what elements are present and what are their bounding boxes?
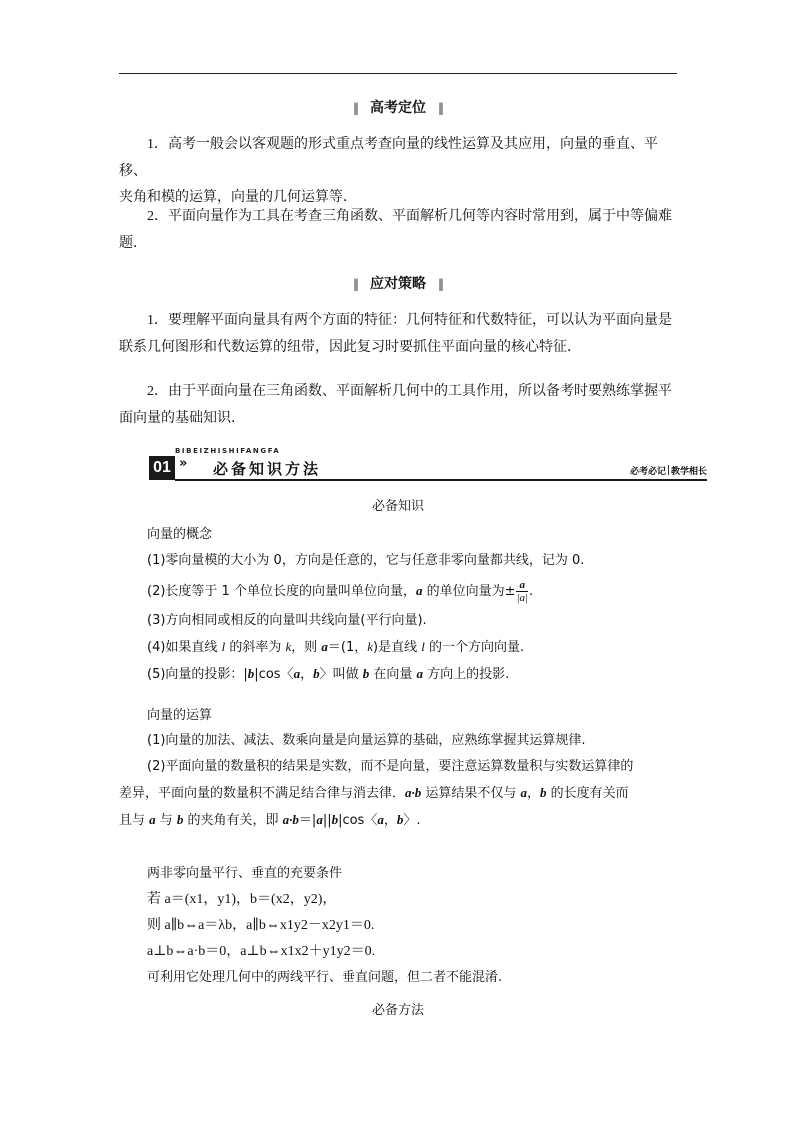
unit-vector-fraction: $\frac{a}{|a|}$ [516,579,529,604]
operation-2-line-1: (2)平面向量的数量积的结果是实数，而不是向量，要注意运算数量积与实数运算律的 [147,759,634,774]
gaokao-item-1 [119,131,677,210]
concept-4: (4)如果直线 l 的斜率为 k，则 a＝(1，k)是直线 l 的一个方向向量. [147,639,525,655]
concept-2: (2)长度等于 1 个单位长度的向量叫单位向量，a 的单位向量为± $\frac{a}{|a|}$ . [147,579,534,604]
item-text: 夹角和模的运算，向量的几何运算等． [119,189,357,205]
item-number: 2． [147,384,168,399]
operation-1: (1)向量的加法、减法、数乘向量是向量运算的基础，应熟练掌握其运算规律. [147,733,586,748]
banner-underline [175,479,707,481]
item-number: 1． [147,137,168,152]
banner-number-badge: 01 [149,456,175,480]
heading-bar-right: ‖ [438,101,443,115]
heading-bar-left: ‖ [353,101,358,115]
concept-3: (3)方向相同或相反的向量叫共线向量(平行向量). [147,613,427,628]
item-text: 高考一般会以客观题的形式重点考查向量的线性运算及其应用，向量的垂直、平移、 [119,136,658,179]
condition-row-2: 则 a∥b⇔a＝λb，a∥b⇔x1y2－x2y1＝0. [147,918,375,933]
banner-title: 必备知识方法 [213,460,322,478]
header-rule [119,73,677,74]
condition-row-1: 若 a＝(x1，y1)，b＝(x2，y2)， [147,892,337,907]
operation-list [119,728,677,834]
method-title: 必备方法 [371,1003,424,1018]
concept-5: (5)向量的投影：|b|cos〈a，b〉叫做 b 在向量 a 方向上的投影. [147,666,510,682]
item-number: 1． [147,313,168,328]
yingdui-item-2 [119,378,677,431]
section-heading-yingdui [119,274,677,294]
section-title-gaokao: 高考定位 [370,100,426,116]
tag-separator [668,465,669,475]
item-text: 联系几何图形和代数运算的纽带，因此复习时要抓住平面向量的核心特征． [119,339,581,355]
section-banner [149,447,707,487]
concept-1: (1)零向量模的大小为 0，方向是任意的，它与任意非零向量都共线，记为 0. [147,553,585,568]
condition-heading: 两非零向量平行、垂直的充要条件 [147,866,343,881]
operation-2-line-2: 差异，平面向量的数量积不满足结合律与消去律．a·b 运算结果不仅与 a，b 的长度有关而 [119,785,629,801]
item-text: 平面向量作为工具在考查三角函数、平面解析几何等内容时常用到，属于中等偏难 [168,208,672,224]
knowledge-title: 必备知识 [371,499,424,514]
item-number: 2． [147,209,168,224]
item-text: 面向量的基础知识. [119,410,236,426]
concept-heading: 向量的概念 [147,527,213,542]
banner-tag: 必考必记 [629,467,666,477]
condition-list [147,887,677,991]
yingdui-item-1 [119,307,677,360]
concept-list [147,548,677,688]
heading-bar-left: ‖ [353,277,358,291]
section-heading-gaokao [119,98,677,118]
banner-right-tags [630,464,707,477]
item-text: 题． [119,235,147,251]
gaokao-item-2 [119,203,677,256]
banner-tag: 教学相长 [670,467,707,477]
item-text: 由于平面向量在三角函数、平面解析几何中的工具作用，所以备考时要熟练掌握平 [168,383,672,399]
section-title-yingdui: 应对策略 [370,276,426,292]
heading-bar-right: ‖ [438,277,443,291]
condition-row-4: 可利用它处理几何中的两线平行、垂直问题，但二者不能混淆. [147,970,503,985]
operation-heading: 向量的运算 [147,708,213,723]
banner-pinyin: BIBEIZHISHIFANGFA [175,447,281,455]
operation-2-line-3: 且与 a 与 b 的夹角有关，即 a·b＝|a||b|cos〈a，b〉. [119,812,421,828]
condition-row-3: a⊥b⇔a·b＝0，a⊥b⇔x1x2＋y1y2＝0. [147,944,376,959]
double-chevron-icon: » [179,456,188,471]
item-text: 要理解平面向量具有两个方面的特征：几何特征和代数特征，可以认为平面向量是 [168,312,672,328]
